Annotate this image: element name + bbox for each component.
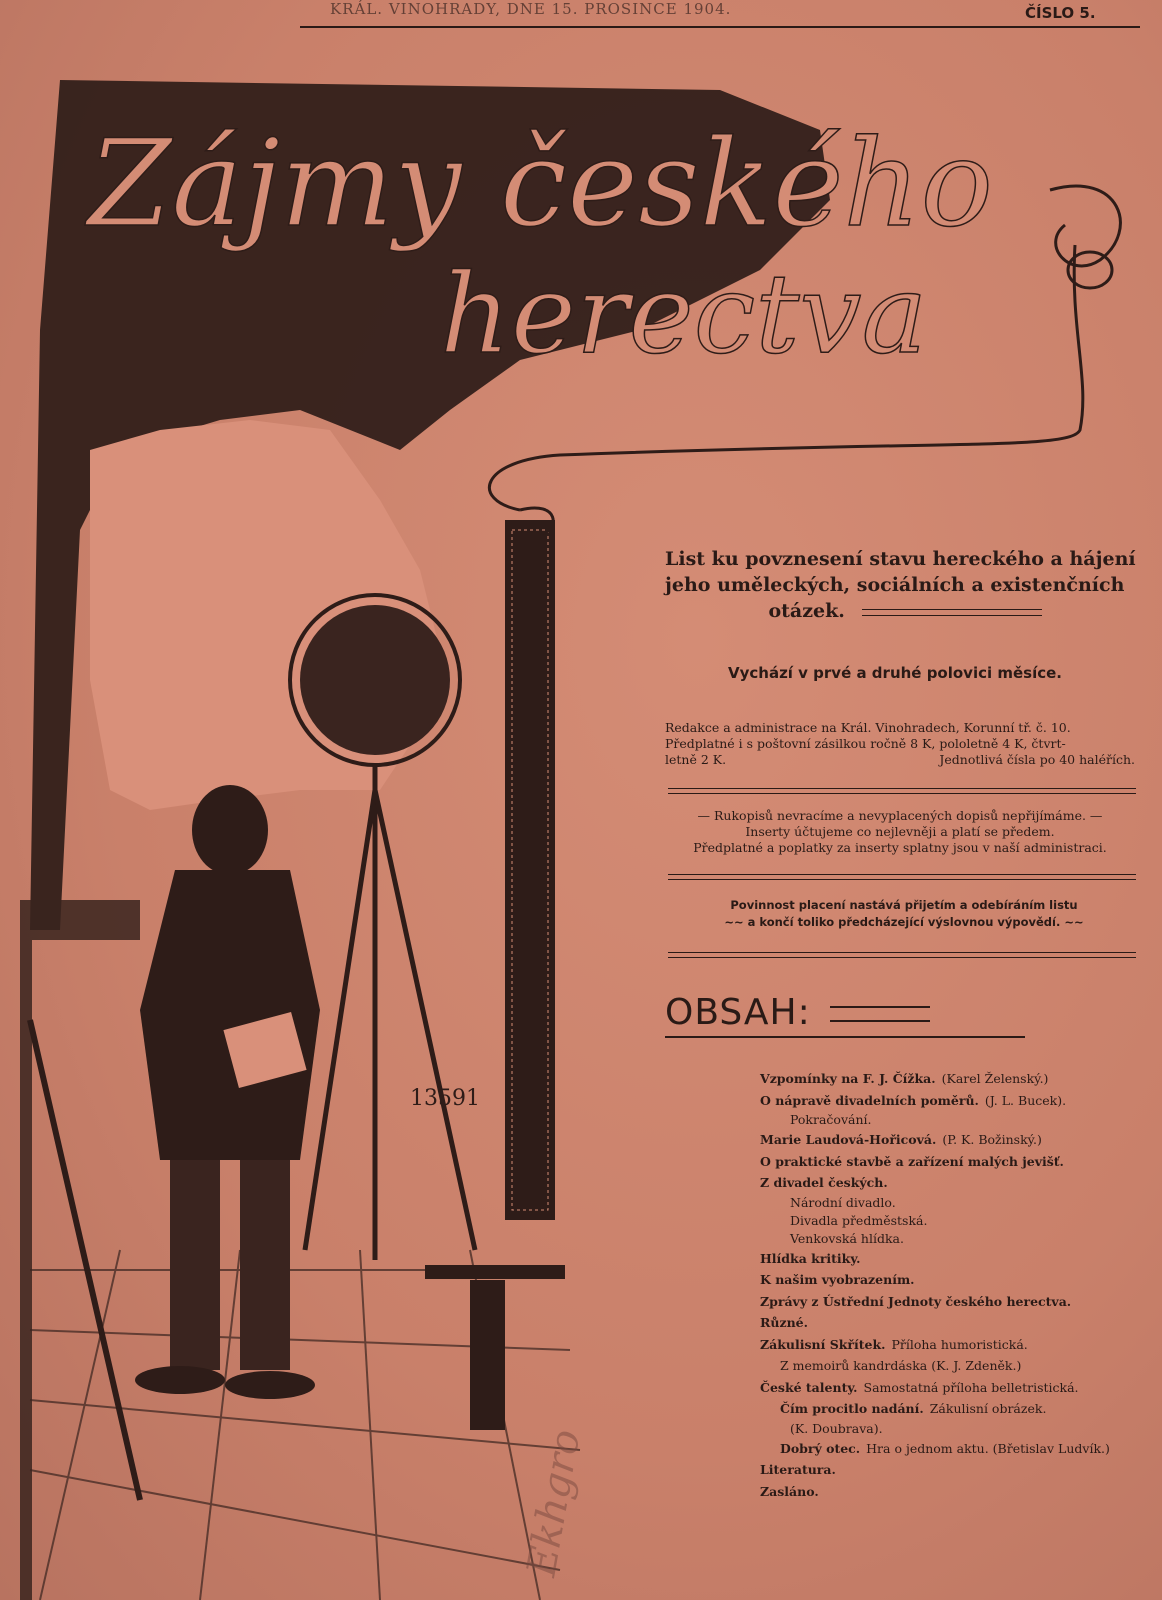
- masthead-title: [0, 0, 1162, 450]
- admin-line-3-right: Jednotlivá čísla po 40 haléřích.: [939, 752, 1135, 767]
- toc-item-title: Čím procitlo nadání.: [780, 1401, 924, 1416]
- toc-item-title: O nápravě divadelních poměrů.: [760, 1092, 979, 1108]
- toc-item: [760, 1172, 1160, 1194]
- toc-item: [760, 1129, 1160, 1151]
- toc-item-note: Hra o jednom aktu. (Břetislav Ludvík.): [866, 1440, 1110, 1456]
- subtitle-line-3: otázek.: [768, 600, 845, 622]
- toc-item: Pokračování.: [790, 1112, 872, 1127]
- toc-item: Národní divadlo.: [790, 1194, 896, 1210]
- subtitle-line-2: jeho uměleckých, sociálních a existenčních: [665, 574, 1125, 596]
- toc-item: [760, 1398, 1160, 1420]
- toc-item-title: K našim vyobrazením.: [760, 1272, 915, 1287]
- duty-line-1: Povinnost placení nastává přijetím a odebíráním listu: [730, 898, 1078, 912]
- policy-line-3: Předplatné a poplatky za inserty splatny jsou v naší administraci.: [693, 840, 1107, 855]
- toc-item-title: České talenty.: [760, 1379, 858, 1395]
- admin-line-2: Předplatné i s poštovní zásilkou ročně 8 K, pololetně 4 K, čtvrt-: [665, 736, 1066, 751]
- toc-item: [760, 1312, 1160, 1334]
- toc-item-title: Literatura.: [760, 1462, 836, 1477]
- contents-heading-rule: [830, 1006, 930, 1022]
- toc-item-title: Vzpomínky na F. J. Čížka.: [760, 1071, 936, 1086]
- toc-item: Z memoirů kandrdáska (K. J. Zdeněk.): [780, 1358, 1022, 1373]
- toc-item-title: Zprávy z Ústřední Jednoty českého herectva.: [760, 1293, 1072, 1309]
- divider-1: [668, 788, 1136, 794]
- toc-item: [760, 1459, 1160, 1481]
- table-of-contents: [760, 1068, 1160, 1502]
- toc-item: [760, 1438, 1160, 1460]
- toc-item-note: Samostatná příloha belletristická.: [863, 1379, 1079, 1395]
- title-line-2: herectva: [440, 250, 928, 378]
- toc-item-title: O praktické stavbě a zařízení malých jevišť.: [760, 1153, 1064, 1169]
- admin-line-1: Redakce a administrace na Král. Vinohradech, Korunní tř. č. 10.: [665, 720, 1071, 735]
- admin-line-3: [665, 752, 1135, 768]
- toc-item-title: Z divadel českých.: [760, 1175, 888, 1190]
- toc-item: [760, 1151, 1160, 1173]
- toc-item: [760, 1334, 1160, 1356]
- admin-block: [665, 720, 1135, 768]
- toc-item: Divadla předměstská.: [790, 1212, 928, 1228]
- toc-item-title: Zasláno.: [760, 1483, 819, 1499]
- toc-item: [760, 1269, 1160, 1291]
- toc-item-title: Hlídka kritiky.: [760, 1250, 861, 1266]
- toc-item: [760, 1090, 1160, 1112]
- policy-block: [665, 808, 1135, 856]
- handwritten-note: Ekhgro: [518, 1426, 590, 1580]
- contents-heading: OBSAH:: [665, 992, 811, 1033]
- toc-item: [760, 1481, 1160, 1503]
- toc-item: [760, 1377, 1160, 1399]
- toc-item-note: (J. L. Bucek).: [984, 1092, 1067, 1108]
- toc-item: [760, 1291, 1160, 1313]
- toc-item: [760, 1068, 1160, 1090]
- subtitle-line-3-wrap: [665, 598, 1145, 624]
- subtitle: [665, 546, 1145, 624]
- toc-item-title: Dobrý otec.: [780, 1440, 861, 1456]
- decorative-rule: [862, 609, 1042, 616]
- admin-line-3-left: letně 2 K.: [665, 752, 727, 767]
- contents-underline: [665, 1036, 1025, 1038]
- stamp-number: 13591: [410, 1086, 480, 1111]
- policy-line-1: — Rukopisů nevracíme a nevyplacených dopisů nepřijímáme. —: [697, 808, 1103, 823]
- publication-frequency: Vychází v prvé a druhé polovici měsíce.: [727, 664, 1062, 682]
- toc-item: Venkovská hlídka.: [790, 1230, 904, 1246]
- policy-line-2: Inserty účtujeme co nejlevněji a platí se předem.: [745, 824, 1055, 839]
- toc-item-title: Marie Laudová-Hořicová.: [760, 1132, 937, 1147]
- title-line-1: Zájmy českého: [88, 115, 993, 254]
- toc-item-note: Příloha humoristická.: [891, 1336, 1028, 1352]
- issue-number: ČÍSLO 5.: [1025, 4, 1096, 22]
- divider-2: [668, 874, 1136, 880]
- subtitle-line-1: List ku povznesení stavu hereckého a hájení: [665, 548, 1136, 570]
- payment-duty: [665, 897, 1143, 931]
- divider-3: [668, 952, 1136, 958]
- toc-item-note: (P. K. Božinský.): [942, 1132, 1042, 1147]
- date-line: KRÁL. VINOHRADY, DNE 15. PROSINCE 1904.: [330, 0, 732, 18]
- toc-item-note: (Karel Želenský.): [941, 1071, 1049, 1086]
- duty-line-2: ~~ a končí toliko předcházející výslovnou výpovědí. ~~: [724, 915, 1084, 929]
- toc-item: [760, 1248, 1160, 1270]
- toc-item-title: Zákulisní Skřítek.: [760, 1336, 886, 1352]
- toc-item: (K. Doubrava).: [790, 1420, 883, 1436]
- toc-item-note: Zákulisní obrázek.: [929, 1401, 1047, 1416]
- toc-item-title: Různé.: [760, 1315, 808, 1330]
